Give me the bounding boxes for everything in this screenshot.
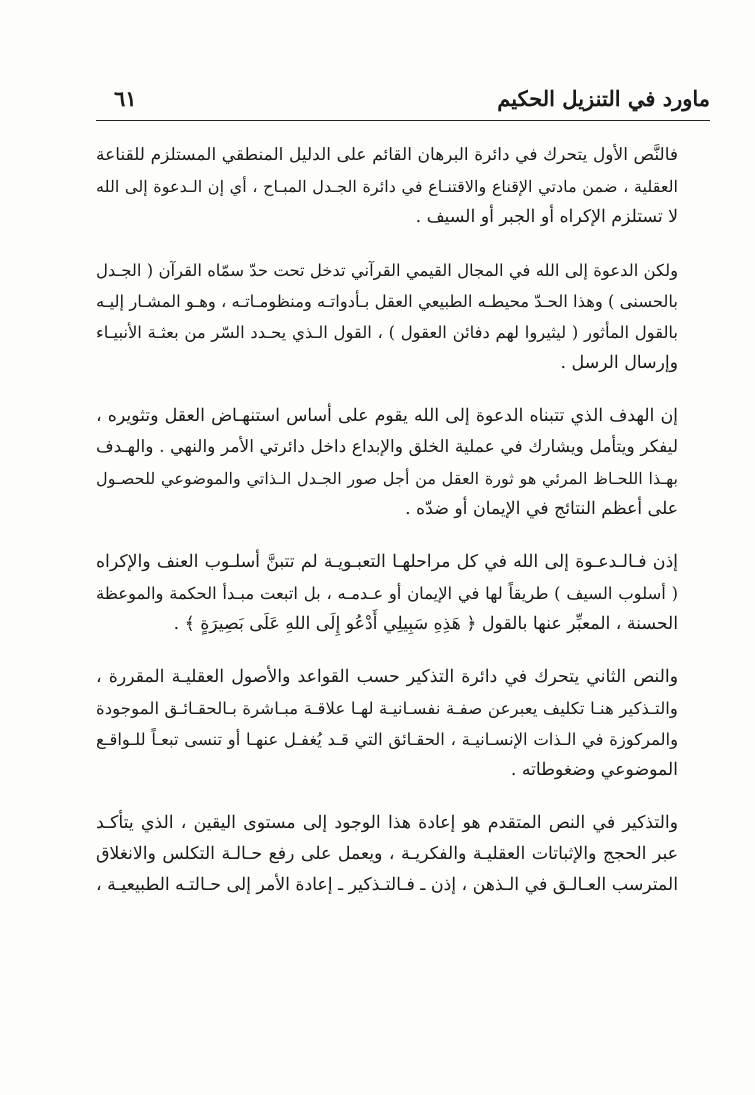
paragraph-4: [96, 547, 714, 640]
paragraph-5: [96, 662, 714, 786]
body-text: [96, 140, 714, 923]
paragraph-3: [96, 401, 714, 525]
text-line: إن الهدف الذي تتبناه الدعوة إلى الله يقوم على أساس استنهـاض العقل وتثويره ،: [96, 406, 678, 426]
text-line: الموضوعي وضغوطاته .: [510, 760, 678, 780]
text-line: إذن فـالـدعـوة إلى الله في كل مراحلهـا التعبـويـة لم تتبنَّ أسلـوب العنف والإكراه: [96, 552, 678, 572]
text-line: على أعظم النتائج في الإيمان أو ضدّه .: [405, 499, 678, 519]
text-line: والتذكير في النص المتقدم هو إعادة هذا الوجود إلى مستوى اليقين ، الذي يتأكـد: [96, 813, 678, 833]
text-line: وإرسال الرسل .: [560, 353, 678, 373]
text-line: ( أسلوب السيف ) طريقاً لها في الإيمان أو عـدمـه ، بل اتبعت مبـدأ الحكمة والموعظة: [96, 584, 678, 603]
text-line: والنص الثاني يتحرك في دائرة التذكير حسب القواعد والأصول العقليـة المقررة ،: [96, 667, 678, 687]
text-line: ولكن الدعوة إلى الله في المجال القيمي القرآني تدخل تحت حدّ سمّاه القرآن ( الجـدل: [96, 261, 678, 280]
quran-verse-line: الحسنة ، المعبِّر عنها بالقول ﴿ هَذِهِ سَبِيلِي أَدْعُو إِلَى اللهِ عَلَى بَصِيرَةٍ ﴾ .: [173, 614, 678, 634]
running-title: ماورد في التنزيل الحكيم: [497, 86, 710, 111]
text-line: بهـذا اللحـاظ المرئي هو ثورة العقل من أجل صور الجـدل الـذاتي والموضوعي للحصـول: [96, 469, 678, 488]
text-line: والمركوزة في الـذات الإنسـانيـة ، الحقـائق التي قـد يُغفـل عنهـا أو تنسى تبعـاً للـواقـع: [96, 730, 678, 749]
page-number: ٦١: [114, 86, 137, 111]
text-line: لا تستلزم الإكراه أو الجبر أو السيف .: [415, 207, 678, 227]
text-line: ليفكر ويتأمل ويشارك في عملية الخلق والإبداع داخل دائرتي الأمر والنهي . والهـدف: [96, 437, 678, 457]
text-line: بالقول المأثور ( ليثيروا لهم دفائن العقول ) ، القول الـذي يحـدد السّر من بعثـة الأنبيـاء: [96, 323, 678, 342]
text-line: العقلية ، ضمن مادتي الإقناع والاقتنـاع في دائرة الجـدل المبـاح ، أي إن الـدعوة إلى الله: [96, 177, 678, 196]
paragraph-6: [96, 808, 714, 901]
page-header: [96, 80, 710, 120]
text-line: المترسب العـالـق في الـذهن ، إذن ـ فـالتـذكير ـ إعادة الأمر إلى حـالتـه الطبيعيـة ،: [96, 875, 678, 895]
paragraph-1: [96, 140, 714, 233]
text-line: والتـذكير هنـا تكليف يعبرعن صفـة نفسـانيـة لهـا علاقـة مبـاشرة بـالحقـائـق الموجودة: [96, 698, 678, 718]
text-line: فالنَّص الأول يتحرك في دائرة البرهان القائم على الدليل المنطقي المستلزم للقناعة: [96, 145, 678, 165]
text-line: بالحسنى ) وهذا الحـدّ محيطـه الطبيعي العقل بـأدواتـه ومنظومـاتـه ، وهـو المشـار إليـه: [96, 292, 678, 311]
paragraph-2: [96, 255, 714, 379]
header-divider: [96, 120, 710, 121]
text-line: عبر الحجج والإثباتات العقليـة والفكريـة ، ويعمل على رفع حـالـة التكلس والانغلاق: [96, 844, 678, 864]
